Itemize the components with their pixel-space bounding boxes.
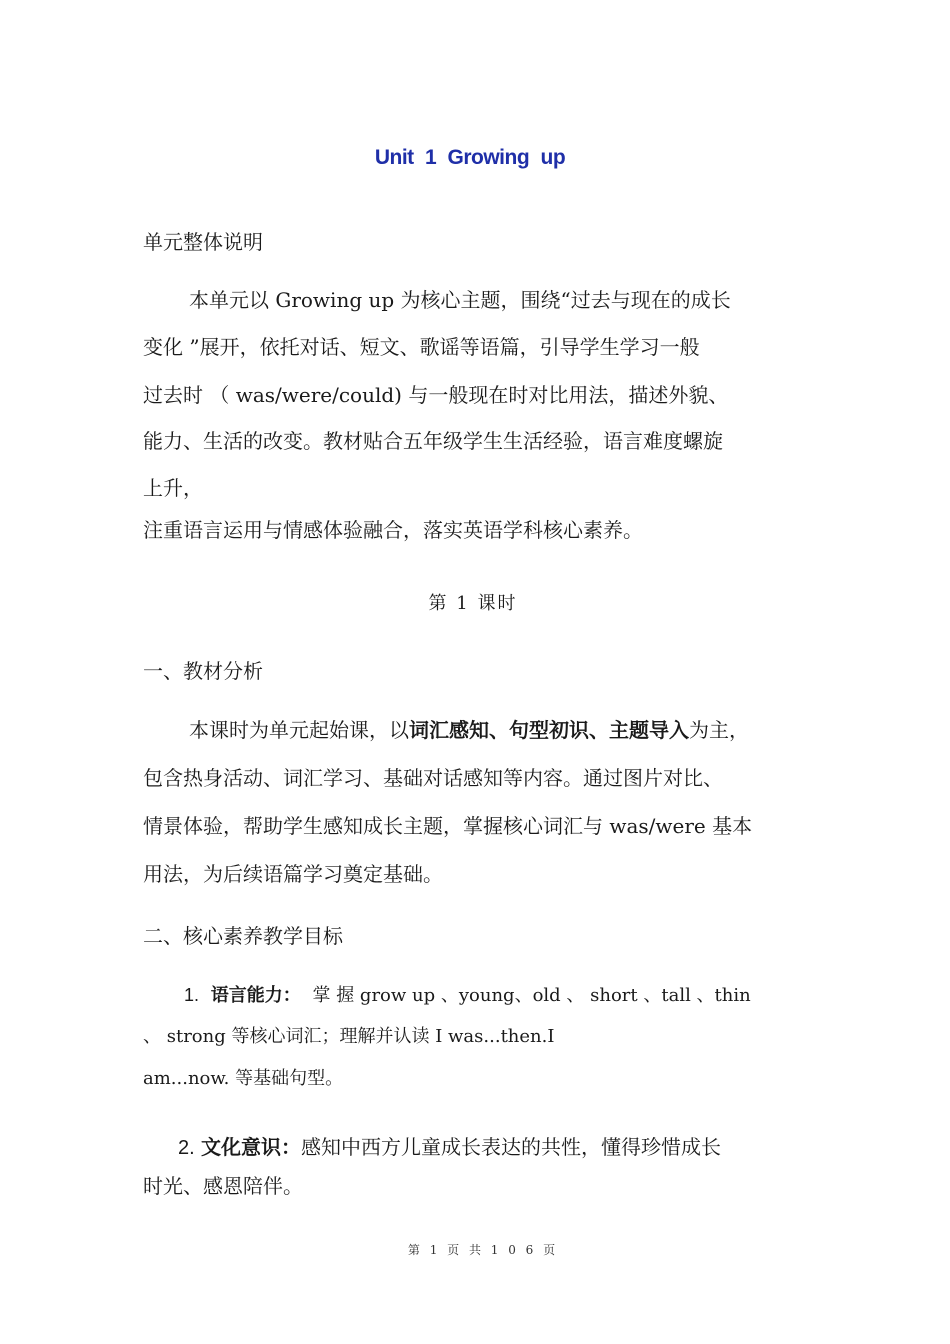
- lesson-heading: 第 1 课时: [428, 593, 518, 614]
- section1-line-1-bold: 词汇感知、句型初识、主题导入: [409, 718, 689, 742]
- goal1-line-2: 、 strong 等核心词汇；理解并认读 I was...then.I: [143, 1026, 555, 1047]
- overview-line-4: 能力、生活的改变。教材贴合五年级学生生活经验，语言难度螺旋: [143, 429, 723, 453]
- section1-line-3: 情景体验，帮助学生感知成长主题，掌握核心词汇与 was/were 基本: [143, 814, 753, 838]
- goal1-text-1: 掌 握 grow up 、young、old 、 short 、tall 、thin: [312, 985, 751, 1006]
- overview-line-2: 变化 ”展开，依托对话、短文、歌谣等语篇，引导学生学习一般: [143, 335, 700, 359]
- page-footer: 第 1 页 共 1 0 6 页: [407, 1243, 559, 1257]
- section1-line-1-prefix: 本课时为单元起始课，以: [189, 718, 409, 742]
- section1-line-4: 用法，为后续语篇学习奠定基础。: [143, 862, 443, 886]
- section2-heading: 二、核心素养教学目标: [143, 924, 343, 948]
- document-title: Unit 1 Growing up: [374, 146, 566, 169]
- overview-line-5: 上升，: [143, 476, 203, 500]
- goal1-number: 1.: [184, 985, 200, 1005]
- section1-line-2: 包含热身活动、词汇学习、基础对话感知等内容。通过图片对比、: [143, 766, 723, 790]
- overview-line-1: 本单元以 Growing up 为核心主题，围绕“过去与现在的成长: [189, 288, 731, 312]
- goal2-text-1: 感知中西方儿童成长表达的共性，懂得珍惜成长: [301, 1135, 722, 1159]
- unit-overview-heading: 单元整体说明: [143, 230, 263, 254]
- section1-line-1: [189, 716, 749, 744]
- section1-heading: 一、教材分析: [143, 659, 263, 683]
- goal2-label: 文化意识：: [201, 1135, 302, 1159]
- goal2-line-1: [178, 1133, 721, 1162]
- overview-line-6: 注重语言运用与情感体验融合，落实英语学科核心素养。: [143, 518, 643, 542]
- overview-line-3: 过去时 （ was/were/could) 与一般现在时对比用法，描述外貌、: [143, 383, 729, 407]
- goal1-line-3: am...now. 等基础句型。: [143, 1068, 344, 1089]
- goal2-number: 2.: [178, 1137, 195, 1159]
- goal1-line-1: [184, 981, 751, 1010]
- goal1-label: 语言能力：: [210, 985, 301, 1006]
- goal2-line-2: 时光、感恩陪伴。: [143, 1174, 303, 1198]
- section1-line-1-suffix: 为主，: [689, 718, 749, 742]
